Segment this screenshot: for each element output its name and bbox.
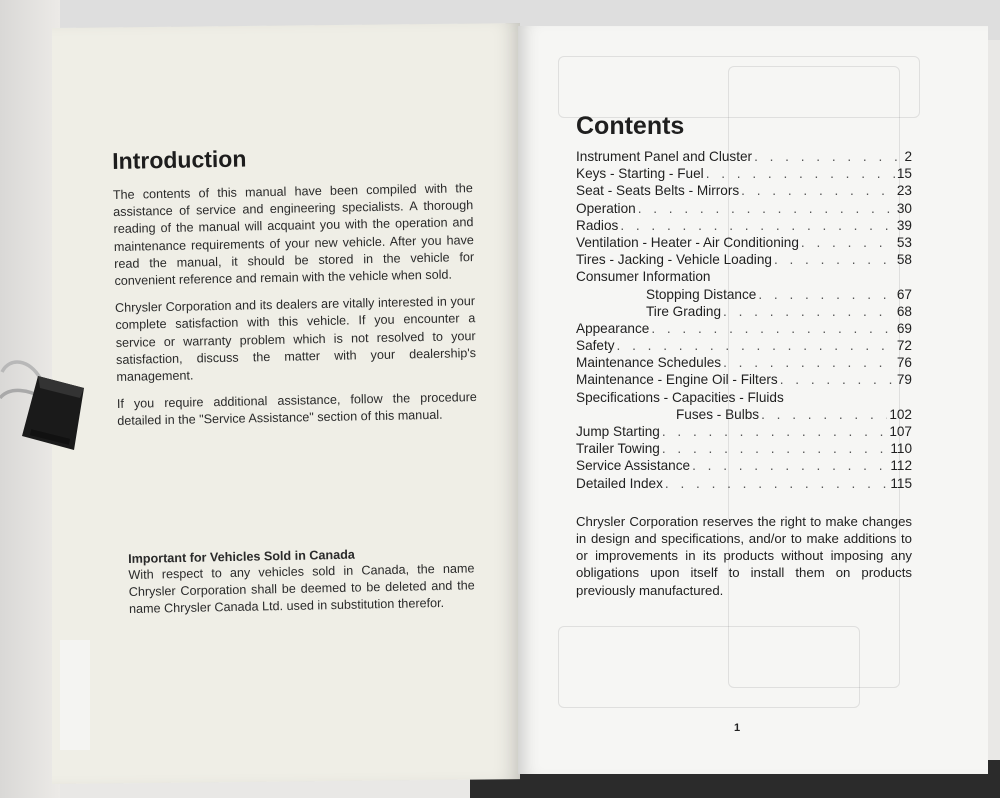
toc-leader bbox=[706, 166, 895, 181]
toc-page: 58 bbox=[896, 252, 912, 268]
toc-label: Radios bbox=[576, 217, 619, 233]
toc-page: 2 bbox=[904, 149, 912, 164]
toc-page: 15 bbox=[896, 166, 912, 182]
toc-leader bbox=[780, 372, 895, 387]
toc-label: Maintenance Schedules bbox=[576, 355, 722, 371]
binder-clip-icon bbox=[0, 350, 100, 460]
toc-label: Specifications - Capacities - Fluids bbox=[576, 389, 784, 405]
toc-page: 110 bbox=[890, 441, 912, 457]
page-edge bbox=[60, 640, 90, 750]
toc-page: 39 bbox=[896, 217, 912, 233]
toc-entry bbox=[576, 269, 912, 286]
introduction-section bbox=[112, 141, 478, 440]
toc-label: Safety bbox=[576, 338, 615, 354]
toc-leader bbox=[801, 235, 895, 250]
toc-entry bbox=[576, 407, 912, 424]
canada-notice-title: Important for Vehicles Sold in Canada bbox=[128, 547, 355, 566]
toc-label: Keys - Starting - Fuel bbox=[576, 166, 704, 182]
canada-notice-text: With respect to any vehicles sold in Canada, the name Chrysler Corporation shall be deemed to be deleted and the name Chrysler Canada Ltd. used in substitution therefor. bbox=[128, 561, 475, 617]
toc-entry bbox=[576, 321, 912, 338]
toc-label: Jump Starting bbox=[576, 424, 660, 439]
toc-page: 23 bbox=[896, 183, 912, 199]
toc-leader bbox=[662, 424, 887, 439]
toc-leader bbox=[761, 407, 887, 422]
toc-leader bbox=[758, 287, 895, 302]
toc-leader bbox=[665, 476, 888, 491]
toc-entry bbox=[576, 201, 912, 218]
toc-entry bbox=[576, 441, 912, 458]
toc-entry bbox=[576, 183, 912, 200]
toc-label: Fuses - Bulbs bbox=[676, 406, 760, 422]
toc-label: Ventilation - Heater - Air Conditioning bbox=[576, 234, 799, 250]
intro-paragraph-2: Chrysler Corporation and its dealers are vitally interested in your complete satisfaction with this vehicle. If you encounter a service or warranty problem which is not resolved to your satisfaction, discuss the matter with your dealership's management. bbox=[114, 294, 477, 384]
toc-label: Seat - Seats Belts - Mirrors bbox=[576, 183, 740, 199]
toc-label: Trailer Towing bbox=[576, 441, 660, 457]
canada-notice bbox=[128, 545, 475, 628]
toc-label: Tire Grading bbox=[646, 303, 722, 319]
toc-label: Consumer Information bbox=[576, 269, 711, 285]
toc-entry bbox=[576, 166, 912, 183]
toc-label: Detailed Index bbox=[576, 475, 663, 491]
toc-entry bbox=[576, 476, 912, 493]
toc-page: 102 bbox=[889, 406, 912, 422]
toc-page: 68 bbox=[896, 303, 912, 319]
toc-entry bbox=[576, 355, 912, 372]
disclaimer-text: Chrysler Corporation reserves the right to make changes in design and specifications, and/or to make additions to or improvements in its products without imposing any obligations upon itself to install them on products previously manufactured. bbox=[576, 513, 912, 598]
toc-page: 53 bbox=[896, 234, 912, 250]
show-through-text bbox=[558, 626, 860, 708]
toc-leader bbox=[617, 338, 895, 353]
toc-page: 76 bbox=[896, 355, 912, 371]
page-number: 1 bbox=[734, 722, 741, 734]
toc-page: 112 bbox=[890, 458, 912, 474]
toc-page: 115 bbox=[890, 475, 912, 491]
contents-section bbox=[576, 112, 912, 612]
toc-leader bbox=[723, 304, 895, 319]
toc-entry bbox=[576, 149, 912, 166]
contents-title: Contents bbox=[576, 112, 685, 140]
toc-label: Instrument Panel and Cluster bbox=[576, 149, 753, 164]
toc-entry bbox=[576, 390, 912, 407]
toc-entry bbox=[576, 372, 912, 389]
toc-label: Maintenance - Engine Oil - Filters bbox=[576, 372, 778, 388]
toc-page: 79 bbox=[896, 372, 912, 388]
toc-page: 67 bbox=[896, 286, 912, 302]
toc-leader bbox=[723, 355, 895, 370]
toc-page: 30 bbox=[896, 200, 912, 216]
toc-leader bbox=[620, 218, 895, 233]
toc-entry bbox=[576, 304, 912, 321]
toc-entry bbox=[576, 287, 912, 304]
toc-leader bbox=[741, 183, 895, 198]
toc-label: Operation bbox=[576, 200, 636, 216]
toc-entry bbox=[576, 235, 912, 252]
toc-label: Tires - Jacking - Vehicle Loading bbox=[576, 252, 772, 268]
toc-entry bbox=[576, 458, 912, 475]
toc-label: Stopping Distance bbox=[646, 286, 757, 302]
toc-label: Appearance bbox=[576, 320, 650, 336]
toc-leader bbox=[754, 149, 902, 164]
toc-leader bbox=[774, 252, 895, 267]
toc-entry bbox=[576, 424, 912, 441]
toc-entry bbox=[576, 218, 912, 235]
toc-page: 69 bbox=[896, 320, 912, 336]
toc-label: Service Assistance bbox=[576, 458, 691, 474]
toc-page: 107 bbox=[889, 424, 912, 439]
intro-paragraph-1: The contents of this manual have been compiled with the assistance of service and engineering specialists. A thorough reading of the manual will acquaint you with the operation and maintenance requirements of your new vehicle. After you have read the manual, it should be stored in the vehicle for convenient reference and remain with the vehicle when sold. bbox=[112, 181, 475, 288]
introduction-title: Introduction bbox=[112, 145, 247, 174]
intro-paragraph-3: If you require additional assistance, follow the procedure detailed in the "Service Assistance" section of this manual. bbox=[116, 390, 477, 429]
toc-page: 72 bbox=[896, 338, 912, 354]
toc-leader bbox=[651, 321, 895, 336]
toc-leader bbox=[662, 441, 888, 456]
toc-entry bbox=[576, 252, 912, 269]
toc-leader bbox=[692, 458, 888, 473]
toc-leader bbox=[638, 201, 895, 216]
toc-entry bbox=[576, 338, 912, 355]
